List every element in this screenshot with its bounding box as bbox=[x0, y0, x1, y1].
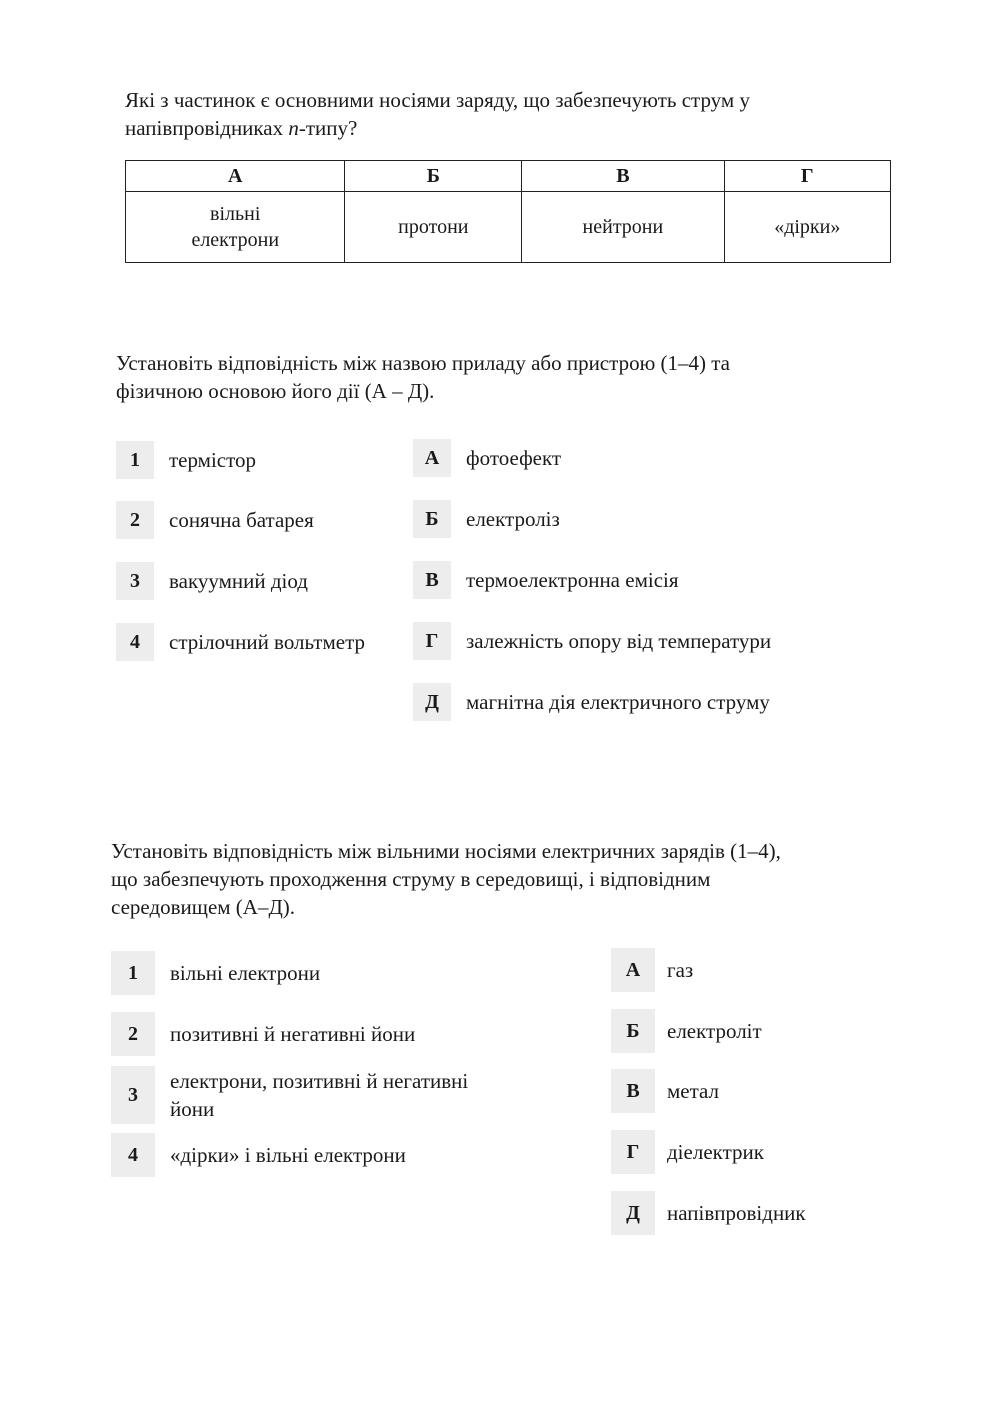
item-number-badge: 4 bbox=[116, 623, 154, 661]
q3-left-item[interactable] bbox=[111, 953, 320, 993]
item-letter-badge: Г bbox=[611, 1130, 655, 1174]
q3-right-item[interactable] bbox=[611, 1011, 762, 1051]
question-2-line-1: Установіть відповідність між назвою приладу або пристрою (1–4) та bbox=[116, 351, 730, 375]
item-label: електрони, позитивні й негативні йони bbox=[170, 1069, 469, 1121]
q2-right-item[interactable] bbox=[413, 560, 679, 600]
item-letter-badge: А bbox=[413, 439, 451, 477]
item-letter-badge: А bbox=[611, 948, 655, 992]
item-label: фотоефект bbox=[466, 446, 562, 470]
item-label: термоелектронна емісія bbox=[466, 568, 679, 592]
item-label: стрілочний вольтметр bbox=[169, 630, 366, 654]
item-number-badge: 1 bbox=[111, 951, 155, 995]
item-number-badge: 1 bbox=[116, 441, 154, 479]
q2-right-item[interactable] bbox=[413, 682, 770, 722]
item-label: метал bbox=[667, 1079, 720, 1103]
answer-header-a: А bbox=[126, 161, 345, 192]
item-letter-badge: Д bbox=[413, 683, 451, 721]
item-label: позитивні й негативні йони bbox=[170, 1022, 416, 1046]
q2-left-item[interactable] bbox=[116, 500, 314, 540]
item-letter-badge: Д bbox=[611, 1191, 655, 1235]
q2-right-item[interactable] bbox=[413, 438, 561, 478]
item-letter-badge: В bbox=[413, 561, 451, 599]
answer-header-c: В bbox=[522, 161, 724, 192]
n-type-symbol: n bbox=[288, 116, 299, 140]
question-1-answer-table bbox=[125, 160, 891, 263]
item-label: вакуумний діод bbox=[169, 569, 308, 593]
item-letter-badge: В bbox=[611, 1069, 655, 1113]
q2-left-item[interactable] bbox=[116, 561, 308, 601]
item-label: термістор bbox=[169, 448, 257, 472]
answer-option-a[interactable]: вільні електрони bbox=[126, 192, 345, 263]
q3-right-item[interactable] bbox=[611, 950, 693, 990]
question-3-line-1: Установіть відповідність між вільними носіями електричних зарядів (1–4), bbox=[111, 839, 781, 863]
q2-left-item[interactable] bbox=[116, 440, 256, 480]
q3-right-item[interactable] bbox=[611, 1132, 764, 1172]
question-1-text bbox=[125, 86, 750, 142]
answer-option-d[interactable]: «дірки» bbox=[724, 192, 890, 263]
item-number-badge: 4 bbox=[111, 1133, 155, 1177]
question-2-text bbox=[116, 349, 730, 405]
question-1-line-2: напівпровідниках n-типу? bbox=[125, 116, 358, 140]
q3-left-item[interactable] bbox=[111, 1135, 406, 1175]
question-3-line-3: середовищем (А–Д). bbox=[111, 895, 296, 919]
item-label: електроліз bbox=[466, 507, 560, 531]
item-label: електроліт bbox=[667, 1019, 762, 1043]
q2-right-item[interactable] bbox=[413, 621, 771, 661]
question-3-line-2: що забезпечують проходження струму в середовищі, і відповідним bbox=[111, 867, 711, 891]
item-label: залежність опору від температури bbox=[466, 629, 772, 653]
question-2-line-2: фізичною основою його дії (А – Д). bbox=[116, 379, 435, 403]
answer-header-b: Б bbox=[345, 161, 522, 192]
item-label: вільні електрони bbox=[170, 961, 321, 985]
item-label: напівпровідник bbox=[667, 1201, 806, 1225]
answer-header-d: Г bbox=[724, 161, 890, 192]
item-label: магнітна дія електричного струму bbox=[466, 690, 770, 714]
item-letter-badge: Г bbox=[413, 622, 451, 660]
item-label: сонячна батарея bbox=[169, 508, 314, 532]
q2-right-item[interactable] bbox=[413, 499, 560, 539]
item-label: газ bbox=[667, 958, 694, 982]
item-label: діелектрик bbox=[667, 1140, 764, 1164]
question-1-line-1: Які з частинок є основними носіями заряду, що забезпечують струм у bbox=[125, 88, 750, 112]
q3-right-item[interactable] bbox=[611, 1071, 719, 1111]
answer-option-c[interactable]: нейтрони bbox=[522, 192, 724, 263]
item-letter-badge: Б bbox=[413, 500, 451, 538]
item-letter-badge: Б bbox=[611, 1009, 655, 1053]
answer-option-b[interactable]: протони bbox=[345, 192, 522, 263]
item-number-badge: 2 bbox=[111, 1012, 155, 1056]
item-number-badge: 2 bbox=[116, 501, 154, 539]
q3-left-item[interactable] bbox=[111, 1066, 468, 1124]
item-number-badge: 3 bbox=[111, 1066, 155, 1124]
q3-left-item[interactable] bbox=[111, 1014, 415, 1054]
q3-right-item[interactable] bbox=[611, 1193, 806, 1233]
item-label: «дірки» і вільні електрони bbox=[170, 1143, 406, 1167]
item-number-badge: 3 bbox=[116, 562, 154, 600]
q2-left-item[interactable] bbox=[116, 622, 365, 662]
question-3-text bbox=[111, 837, 781, 921]
